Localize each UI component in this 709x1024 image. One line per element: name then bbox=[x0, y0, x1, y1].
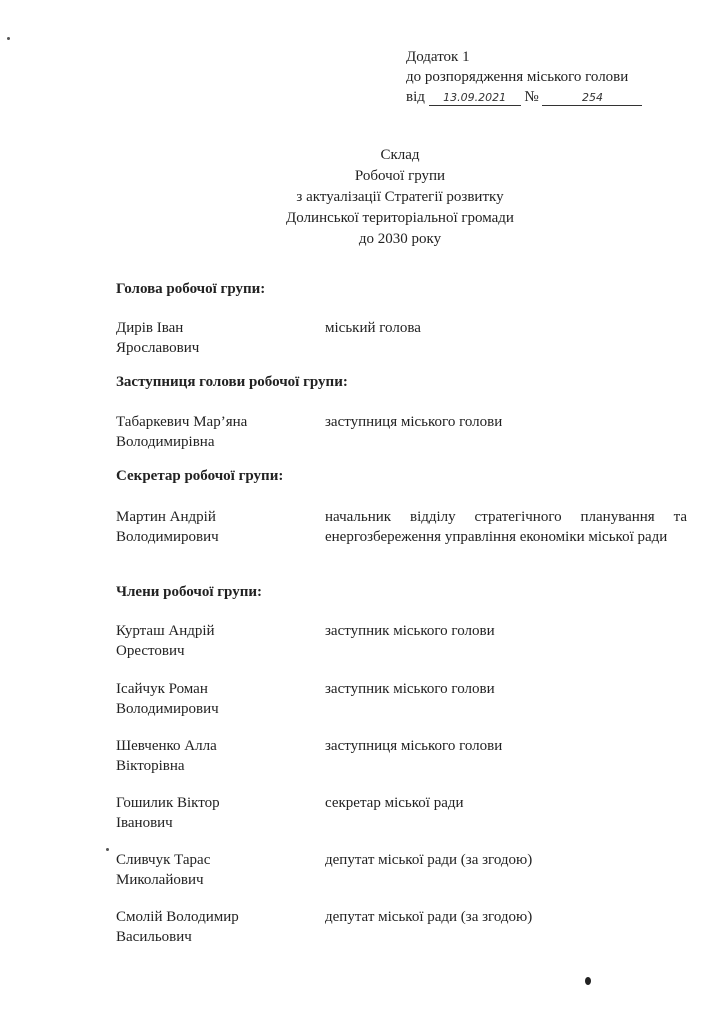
surname: Табаркевич Мар’яна bbox=[116, 414, 248, 430]
patronymic: Іванович bbox=[116, 815, 173, 831]
patronymic: Миколайович bbox=[116, 872, 204, 888]
appendix-label: Додаток 1 bbox=[406, 49, 470, 65]
number-label: № bbox=[524, 89, 539, 105]
surname: Смолій Володимир bbox=[116, 909, 239, 925]
member-name bbox=[116, 736, 316, 776]
patronymic: Володимирович bbox=[116, 529, 219, 545]
member-name bbox=[116, 907, 316, 947]
surname: Шевченко Алла bbox=[116, 738, 217, 754]
appendix-reference: до розпорядження міського голови bbox=[406, 69, 629, 85]
member-name bbox=[116, 621, 316, 661]
document-header bbox=[406, 47, 642, 107]
member-role: заступник міського голови bbox=[325, 681, 495, 697]
patronymic: Володимирівна bbox=[116, 434, 215, 450]
member-role: начальник відділу стратегічного планування та енергозбереження управління економіки міської ради bbox=[325, 509, 687, 545]
member-role: міський голова bbox=[325, 320, 421, 336]
patronymic: Вікторівна bbox=[116, 758, 185, 774]
member-role: депутат міської ради (за згодою) bbox=[325, 909, 533, 925]
handwritten-date: 13.09.2021 bbox=[429, 91, 521, 106]
title-line: до 2030 року bbox=[358, 231, 442, 247]
title-line: Склад bbox=[380, 147, 420, 163]
member-name bbox=[116, 412, 316, 452]
member-role: заступниця міського голови bbox=[325, 738, 503, 754]
scan-speck bbox=[7, 37, 10, 40]
surname: Дирів Іван bbox=[116, 320, 184, 336]
section-deputy: Заступниця голови робочої групи: bbox=[116, 374, 348, 390]
member-name bbox=[116, 850, 316, 890]
section-head: Голова робочої групи: bbox=[116, 281, 266, 297]
patronymic: Васильович bbox=[116, 929, 192, 945]
patronymic: Ярославович bbox=[116, 340, 200, 356]
member-name bbox=[116, 793, 316, 833]
surname: Гошилик Віктор bbox=[116, 795, 220, 811]
section-secretary: Секретар робочої групи: bbox=[116, 468, 284, 484]
surname: Курташ Андрій bbox=[116, 623, 215, 639]
scan-speck bbox=[106, 848, 109, 851]
member-name bbox=[116, 507, 316, 547]
member-role: секретар міської ради bbox=[325, 795, 464, 811]
handwritten-number: 254 bbox=[542, 91, 642, 106]
surname: Сливчук Тарас bbox=[116, 852, 211, 868]
title-line: Долинської територіальної громади bbox=[286, 210, 514, 226]
surname: Мартин Андрій bbox=[116, 509, 216, 525]
section-members: Члени робочої групи: bbox=[116, 584, 262, 600]
member-name bbox=[116, 679, 316, 719]
member-name bbox=[116, 318, 316, 358]
date-number-line bbox=[406, 87, 642, 107]
patronymic: Орестович bbox=[116, 643, 185, 659]
scan-speck bbox=[585, 977, 591, 985]
member-role: заступниця міського голови bbox=[325, 414, 503, 430]
patronymic: Володимирович bbox=[116, 701, 219, 717]
document-title bbox=[200, 145, 600, 250]
member-role: заступник міського голови bbox=[325, 623, 495, 639]
from-label: від bbox=[406, 89, 425, 105]
title-line: Робочої групи bbox=[354, 168, 446, 184]
surname: Ісайчук Роман bbox=[116, 681, 208, 697]
member-role: депутат міської ради (за згодою) bbox=[325, 852, 533, 868]
title-line: з актуалізації Стратегії розвитку bbox=[296, 189, 504, 205]
